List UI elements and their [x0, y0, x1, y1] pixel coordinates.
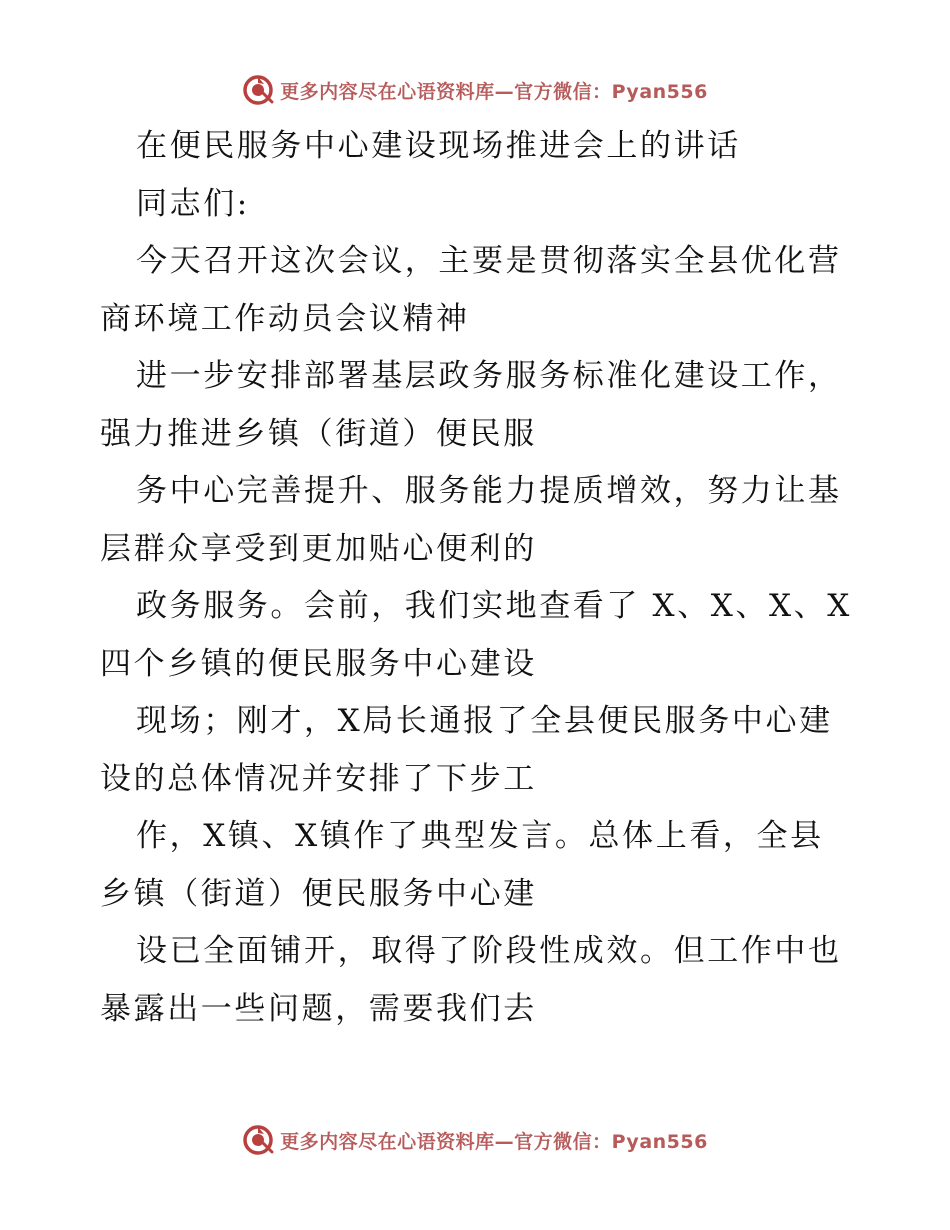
text-line: 设的总体情况并安排了下步工	[100, 760, 537, 797]
text-line: 乡镇（街道）便民服务中心建	[100, 875, 537, 912]
header-watermark-text: 更多内容尽在心语资料库—官方微信：Pyan556	[280, 80, 708, 103]
text-line: 作，X镇、X镇作了典型发言。总体上看，全县	[136, 818, 824, 854]
text-line: 层群众享受到更加贴心便利的	[100, 530, 537, 567]
text-line: 商环境工作动员会议精神	[100, 300, 470, 337]
brand-logo-icon	[242, 74, 274, 106]
text-line: 强力推进乡镇（街道）便民服	[100, 415, 537, 452]
text-line: 务中心完善提升、服务能力提质增效，努力让基	[136, 473, 842, 509]
document-body	[100, 118, 860, 1038]
brand-logo-icon	[242, 1124, 274, 1156]
text-line: 今天召开这次会议，主要是贯彻落实全县优化营	[136, 243, 842, 279]
header-watermark-banner	[0, 70, 950, 110]
footer-watermark-text: 更多内容尽在心语资料库—官方微信：Pyan556	[280, 1130, 708, 1153]
text-line: 四个乡镇的便民服务中心建设	[100, 645, 537, 682]
text-line: 政务服务。会前，我们实地查看了 X、X、X、X	[136, 588, 852, 624]
text-line: 设已全面铺开，取得了阶段性成效。但工作中也	[136, 933, 842, 969]
text-line: 同志们:	[136, 185, 250, 222]
text-line: 进一步安排部署基层政务服务标准化建设工作，	[136, 358, 842, 394]
document-title: 在便民服务中心建设现场推进会上的讲话	[136, 128, 741, 164]
text-line: 现场；刚才，X局长通报了全县便民服务中心建	[136, 703, 833, 739]
footer-watermark-banner	[0, 1120, 950, 1160]
text-line: 暴露出一些问题，需要我们去	[100, 990, 537, 1027]
